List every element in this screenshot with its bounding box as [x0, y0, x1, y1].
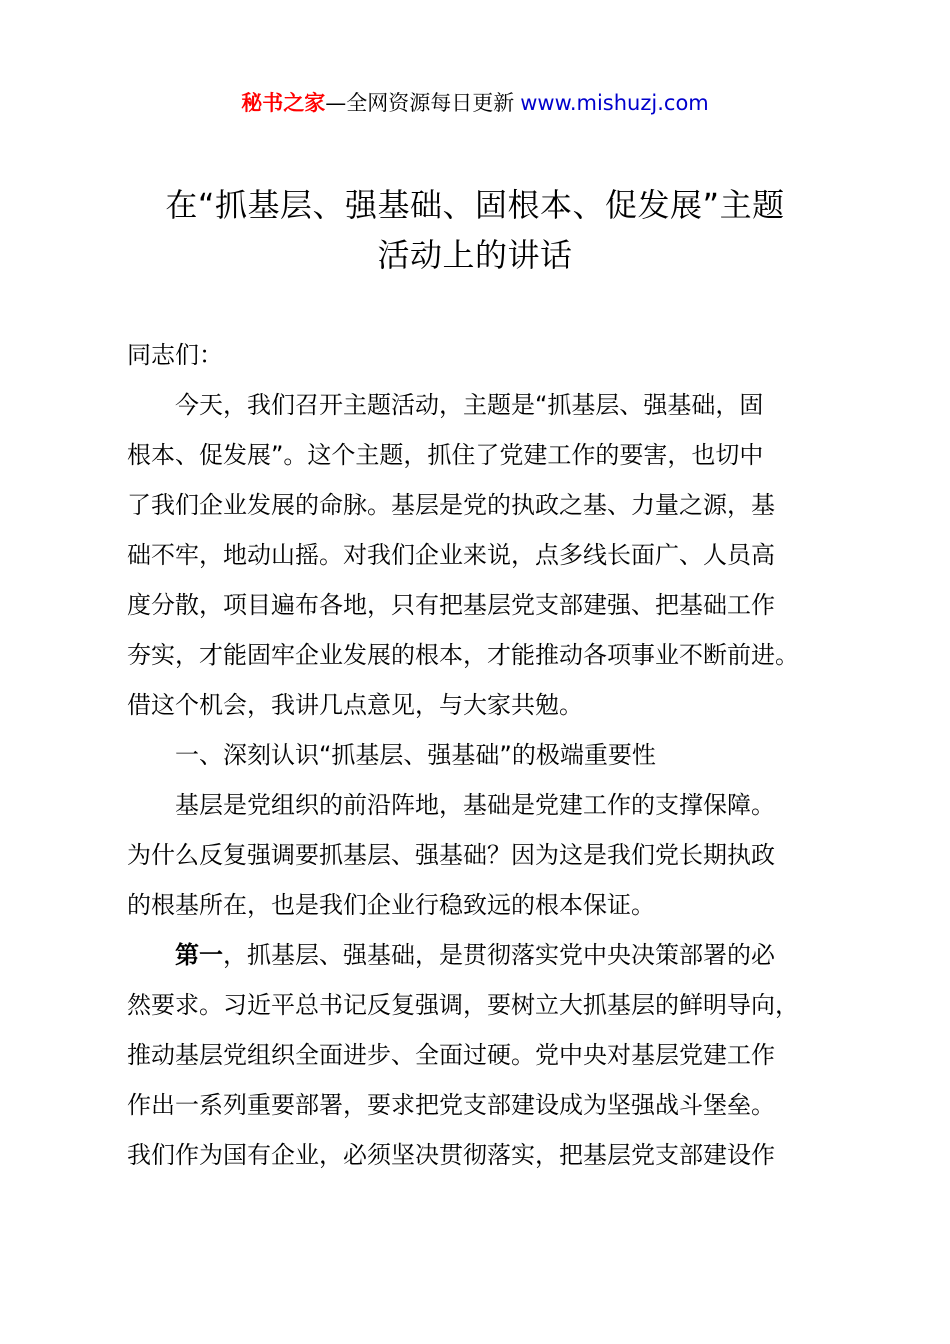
paragraph-line	[127, 780, 867, 830]
line-text: 度分散，项目遍布各地，只有把基层党支部建强、把基础工作	[127, 591, 775, 619]
site-header	[0, 88, 950, 118]
paragraph-line	[127, 480, 867, 530]
section-heading	[127, 730, 867, 780]
body-lines	[127, 380, 867, 1180]
line-text: 为什么反复强调要抓基层、强基础？因为这是我们党长期执政	[127, 841, 775, 869]
paragraph-line	[127, 680, 867, 730]
line-text: ，抓基层、强基础，是贯彻落实党中央决策部署的必	[223, 941, 775, 969]
title-line: 在“抓基层、强基础、固根本、促发展”主题	[165, 186, 785, 224]
document-body	[127, 330, 867, 1180]
paragraph-line	[127, 880, 867, 930]
paragraph-line	[127, 930, 867, 980]
paragraph-line	[127, 580, 867, 630]
header-tagline: —全网资源每日更新	[325, 91, 515, 115]
line-text: 我们作为国有企业，必须坚决贯彻落实，把基层党支部建设作	[127, 1141, 775, 1169]
paragraph-line	[127, 1080, 867, 1130]
line-text: 推动基层党组织全面进步、全面过硬。党中央对基层党建工作	[127, 1041, 775, 1069]
paragraph-line	[127, 380, 867, 430]
paragraph-line	[127, 430, 867, 480]
line-text: 基层是党组织的前沿阵地，基础是党建工作的支撑保障。	[175, 791, 775, 819]
line-text: 今天，我们召开主题活动，主题是“抓基层、强基础，固	[175, 391, 764, 419]
document-title	[100, 180, 850, 280]
line-text: 的根基所在，也是我们企业行稳致远的根本保证。	[127, 891, 655, 919]
brand-name: 秘书之家	[241, 91, 326, 115]
line-text: 然要求。习近平总书记反复强调，要树立大抓基层的鲜明导向，	[127, 991, 799, 1019]
paragraph-line	[127, 630, 867, 680]
line-text: 础不牢，地动山摇。对我们企业来说，点多线长面广、人员高	[127, 541, 775, 569]
line-text: 了我们企业发展的命脉。基层是党的执政之基、力量之源，基	[127, 491, 775, 519]
line-text: 根本、促发展”。这个主题，抓住了党建工作的要害，也切中	[127, 441, 764, 469]
paragraph-line	[127, 1030, 867, 1080]
line-text: 一、深刻认识“抓基层、强基础”的极端重要性	[175, 741, 656, 769]
paragraph-line	[127, 530, 867, 580]
line-text: 夯实，才能固牢企业发展的根本，才能推动各项事业不断前进。	[127, 641, 799, 669]
title-line: 活动上的讲话	[377, 236, 573, 274]
line-text: 借这个机会，我讲几点意见，与大家共勉。	[127, 691, 583, 719]
bold-lead-in: 第一	[175, 941, 223, 969]
salutation: 同志们：	[127, 341, 223, 369]
line-text: 作出一系列重要部署，要求把党支部建设成为坚强战斗堡垒。	[127, 1091, 775, 1119]
site-url-link[interactable]: www.mishuzj.com	[520, 91, 709, 115]
paragraph-line	[127, 1130, 867, 1180]
paragraph-line	[127, 830, 867, 880]
paragraph-line	[127, 980, 867, 1030]
